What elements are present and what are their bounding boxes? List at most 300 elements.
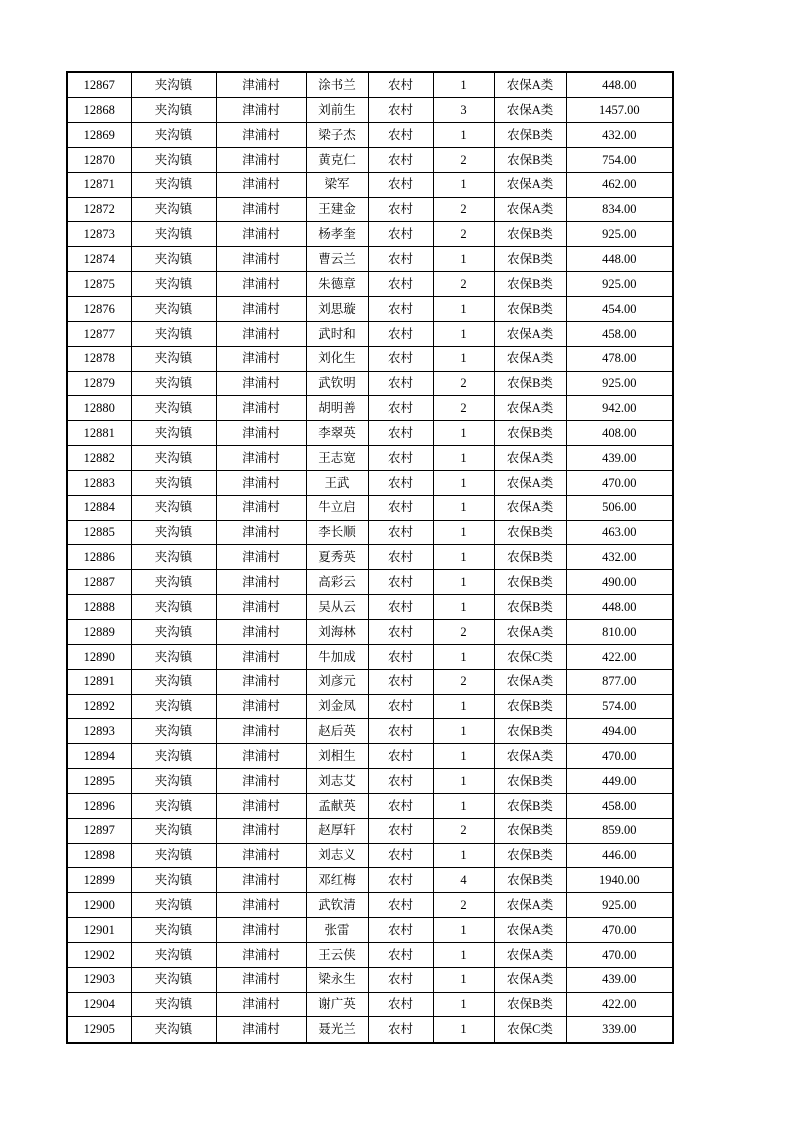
benefits-table — [66, 71, 674, 1044]
table-cell-insurance-class: 农保B类 — [494, 992, 566, 1017]
table-cell-amount: 432.00 — [566, 545, 673, 570]
table-cell-serial: 12900 — [67, 893, 131, 918]
table-cell-village: 津浦村 — [216, 272, 306, 297]
table-cell-village: 津浦村 — [216, 595, 306, 620]
table-cell-amount: 1457.00 — [566, 98, 673, 123]
table-cell-village: 津浦村 — [216, 321, 306, 346]
table-cell-count: 1 — [433, 744, 494, 769]
table-cell-residence: 农村 — [368, 545, 433, 570]
table-cell-person-name: 王建金 — [306, 197, 368, 222]
table-cell-person-name: 夏秀英 — [306, 545, 368, 570]
table-cell-village: 津浦村 — [216, 470, 306, 495]
table-cell-count: 1 — [433, 1017, 494, 1043]
table-cell-serial: 12897 — [67, 818, 131, 843]
table-row — [67, 396, 673, 421]
table-cell-town: 夹沟镇 — [131, 346, 216, 371]
table-row — [67, 694, 673, 719]
table-cell-residence: 农村 — [368, 893, 433, 918]
table-cell-count: 2 — [433, 818, 494, 843]
table-cell-person-name: 刘海林 — [306, 619, 368, 644]
table-cell-town: 夹沟镇 — [131, 421, 216, 446]
table-cell-insurance-class: 农保A类 — [494, 967, 566, 992]
table-cell-residence: 农村 — [368, 272, 433, 297]
table-cell-amount: 339.00 — [566, 1017, 673, 1043]
table-cell-residence: 农村 — [368, 247, 433, 272]
table-cell-residence: 农村 — [368, 147, 433, 172]
table-row — [67, 545, 673, 570]
table-cell-town: 夹沟镇 — [131, 893, 216, 918]
table-cell-town: 夹沟镇 — [131, 818, 216, 843]
table-cell-person-name: 刘志义 — [306, 843, 368, 868]
table-cell-serial: 12902 — [67, 942, 131, 967]
table-cell-village: 津浦村 — [216, 818, 306, 843]
table-cell-residence: 农村 — [368, 321, 433, 346]
table-cell-count: 1 — [433, 297, 494, 322]
table-cell-insurance-class: 农保B类 — [494, 520, 566, 545]
table-cell-amount: 422.00 — [566, 644, 673, 669]
table-cell-town: 夹沟镇 — [131, 1017, 216, 1043]
table-cell-town: 夹沟镇 — [131, 719, 216, 744]
table-row — [67, 172, 673, 197]
table-cell-person-name: 刘志艾 — [306, 769, 368, 794]
table-cell-residence: 农村 — [368, 1017, 433, 1043]
table-cell-insurance-class: 农保C类 — [494, 1017, 566, 1043]
table-cell-person-name: 赵厚轩 — [306, 818, 368, 843]
table-cell-person-name: 刘化生 — [306, 346, 368, 371]
table-cell-count: 1 — [433, 644, 494, 669]
table-cell-village: 津浦村 — [216, 72, 306, 98]
table-cell-serial: 12869 — [67, 123, 131, 148]
table-cell-serial: 12879 — [67, 371, 131, 396]
table-cell-person-name: 梁子杰 — [306, 123, 368, 148]
table-cell-serial: 12887 — [67, 570, 131, 595]
table-cell-town: 夹沟镇 — [131, 769, 216, 794]
table-cell-residence: 农村 — [368, 470, 433, 495]
table-cell-serial: 12878 — [67, 346, 131, 371]
table-row — [67, 669, 673, 694]
table-cell-village: 津浦村 — [216, 222, 306, 247]
table-cell-insurance-class: 农保B类 — [494, 222, 566, 247]
table-cell-insurance-class: 农保B类 — [494, 421, 566, 446]
table-cell-insurance-class: 农保A类 — [494, 744, 566, 769]
table-cell-serial: 12888 — [67, 595, 131, 620]
table-cell-village: 津浦村 — [216, 371, 306, 396]
table-cell-count: 1 — [433, 321, 494, 346]
table-cell-residence: 农村 — [368, 942, 433, 967]
table-cell-residence: 农村 — [368, 992, 433, 1017]
table-cell-amount: 478.00 — [566, 346, 673, 371]
table-cell-amount: 490.00 — [566, 570, 673, 595]
table-cell-village: 津浦村 — [216, 893, 306, 918]
table-cell-amount: 446.00 — [566, 843, 673, 868]
table-cell-insurance-class: 农保B类 — [494, 147, 566, 172]
table-cell-town: 夹沟镇 — [131, 992, 216, 1017]
table-cell-person-name: 牛加成 — [306, 644, 368, 669]
table-cell-serial: 12890 — [67, 644, 131, 669]
table-row — [67, 247, 673, 272]
table-cell-serial: 12881 — [67, 421, 131, 446]
table-cell-serial: 12895 — [67, 769, 131, 794]
table-cell-person-name: 刘前生 — [306, 98, 368, 123]
table-cell-count: 1 — [433, 694, 494, 719]
table-cell-serial: 12901 — [67, 918, 131, 943]
table-cell-town: 夹沟镇 — [131, 520, 216, 545]
table-cell-count: 1 — [433, 570, 494, 595]
table-cell-village: 津浦村 — [216, 570, 306, 595]
table-cell-insurance-class: 农保B类 — [494, 570, 566, 595]
table-cell-count: 2 — [433, 619, 494, 644]
table-cell-residence: 农村 — [368, 520, 433, 545]
table-cell-residence: 农村 — [368, 197, 433, 222]
table-cell-residence: 农村 — [368, 644, 433, 669]
table-cell-serial: 12891 — [67, 669, 131, 694]
table-cell-village: 津浦村 — [216, 644, 306, 669]
table-cell-count: 2 — [433, 396, 494, 421]
table-cell-village: 津浦村 — [216, 446, 306, 471]
table-row — [67, 321, 673, 346]
table-cell-insurance-class: 农保B类 — [494, 247, 566, 272]
table-cell-village: 津浦村 — [216, 1017, 306, 1043]
table-row — [67, 769, 673, 794]
table-row — [67, 470, 673, 495]
table-cell-village: 津浦村 — [216, 793, 306, 818]
table-cell-insurance-class: 农保B类 — [494, 123, 566, 148]
table-cell-amount: 925.00 — [566, 222, 673, 247]
table-row — [67, 570, 673, 595]
table-cell-insurance-class: 农保A类 — [494, 346, 566, 371]
table-cell-person-name: 谢广英 — [306, 992, 368, 1017]
table-cell-town: 夹沟镇 — [131, 918, 216, 943]
table-row — [67, 967, 673, 992]
table-cell-amount: 470.00 — [566, 744, 673, 769]
table-row — [67, 868, 673, 893]
table-cell-residence: 农村 — [368, 570, 433, 595]
table-cell-count: 1 — [433, 595, 494, 620]
table-cell-person-name: 李长顺 — [306, 520, 368, 545]
table-cell-residence: 农村 — [368, 719, 433, 744]
table-cell-count: 1 — [433, 918, 494, 943]
table-cell-amount: 432.00 — [566, 123, 673, 148]
table-cell-insurance-class: 农保A类 — [494, 197, 566, 222]
table-cell-count: 1 — [433, 495, 494, 520]
table-cell-residence: 农村 — [368, 222, 433, 247]
table-cell-village: 津浦村 — [216, 942, 306, 967]
table-cell-amount: 462.00 — [566, 172, 673, 197]
table-cell-amount: 877.00 — [566, 669, 673, 694]
table-cell-person-name: 王志宽 — [306, 446, 368, 471]
table-cell-town: 夹沟镇 — [131, 222, 216, 247]
table-cell-village: 津浦村 — [216, 147, 306, 172]
table-cell-village: 津浦村 — [216, 545, 306, 570]
table-row — [67, 818, 673, 843]
table-cell-person-name: 武钦清 — [306, 893, 368, 918]
table-cell-count: 1 — [433, 123, 494, 148]
table-cell-amount: 506.00 — [566, 495, 673, 520]
table-cell-count: 4 — [433, 868, 494, 893]
table-row — [67, 595, 673, 620]
table-cell-count: 1 — [433, 520, 494, 545]
table-cell-town: 夹沟镇 — [131, 793, 216, 818]
table-cell-town: 夹沟镇 — [131, 470, 216, 495]
table-cell-serial: 12892 — [67, 694, 131, 719]
table-cell-insurance-class: 农保A类 — [494, 321, 566, 346]
table-cell-insurance-class: 农保A类 — [494, 396, 566, 421]
table-cell-amount: 1940.00 — [566, 868, 673, 893]
table-cell-serial: 12867 — [67, 72, 131, 98]
table-cell-town: 夹沟镇 — [131, 72, 216, 98]
table-cell-residence: 农村 — [368, 346, 433, 371]
table-cell-insurance-class: 农保A类 — [494, 942, 566, 967]
table-cell-residence: 农村 — [368, 371, 433, 396]
table-cell-insurance-class: 农保A类 — [494, 72, 566, 98]
table-cell-serial: 12899 — [67, 868, 131, 893]
table-cell-residence: 农村 — [368, 297, 433, 322]
table-cell-person-name: 杨孝奎 — [306, 222, 368, 247]
table-cell-amount: 439.00 — [566, 967, 673, 992]
table-cell-town: 夹沟镇 — [131, 172, 216, 197]
table-cell-person-name: 朱德章 — [306, 272, 368, 297]
table-cell-town: 夹沟镇 — [131, 868, 216, 893]
table-cell-count: 2 — [433, 272, 494, 297]
table-cell-amount: 859.00 — [566, 818, 673, 843]
table-cell-town: 夹沟镇 — [131, 619, 216, 644]
table-cell-town: 夹沟镇 — [131, 495, 216, 520]
table-cell-amount: 458.00 — [566, 793, 673, 818]
table-cell-village: 津浦村 — [216, 520, 306, 545]
table-cell-amount: 439.00 — [566, 446, 673, 471]
table-row — [67, 619, 673, 644]
table-cell-amount: 574.00 — [566, 694, 673, 719]
table-row — [67, 942, 673, 967]
table-cell-village: 津浦村 — [216, 918, 306, 943]
table-cell-village: 津浦村 — [216, 694, 306, 719]
table-row — [67, 72, 673, 98]
table-cell-count: 1 — [433, 843, 494, 868]
table-cell-amount: 422.00 — [566, 992, 673, 1017]
table-cell-serial: 12886 — [67, 545, 131, 570]
table-row — [67, 123, 673, 148]
table-cell-town: 夹沟镇 — [131, 570, 216, 595]
table-cell-village: 津浦村 — [216, 744, 306, 769]
table-cell-serial: 12885 — [67, 520, 131, 545]
table-cell-person-name: 聂光兰 — [306, 1017, 368, 1043]
table-cell-village: 津浦村 — [216, 396, 306, 421]
table-cell-amount: 448.00 — [566, 247, 673, 272]
table-cell-serial: 12904 — [67, 992, 131, 1017]
table-cell-count: 1 — [433, 421, 494, 446]
table-cell-village: 津浦村 — [216, 992, 306, 1017]
table-row — [67, 222, 673, 247]
table-cell-insurance-class: 农保A类 — [494, 495, 566, 520]
table-cell-village: 津浦村 — [216, 495, 306, 520]
table-cell-person-name: 张雷 — [306, 918, 368, 943]
table-cell-serial: 12877 — [67, 321, 131, 346]
table-cell-insurance-class: 农保B类 — [494, 272, 566, 297]
table-cell-insurance-class: 农保A类 — [494, 893, 566, 918]
table-cell-count: 1 — [433, 247, 494, 272]
table-cell-village: 津浦村 — [216, 172, 306, 197]
table-row — [67, 793, 673, 818]
table-cell-town: 夹沟镇 — [131, 396, 216, 421]
table-cell-insurance-class: 农保A类 — [494, 446, 566, 471]
table-cell-village: 津浦村 — [216, 967, 306, 992]
table-cell-town: 夹沟镇 — [131, 123, 216, 148]
table-row — [67, 918, 673, 943]
table-cell-count: 1 — [433, 172, 494, 197]
table-cell-amount: 458.00 — [566, 321, 673, 346]
table-cell-residence: 农村 — [368, 98, 433, 123]
table-cell-village: 津浦村 — [216, 98, 306, 123]
table-cell-town: 夹沟镇 — [131, 942, 216, 967]
table-row — [67, 446, 673, 471]
table-row — [67, 644, 673, 669]
table-cell-town: 夹沟镇 — [131, 545, 216, 570]
table-cell-residence: 农村 — [368, 843, 433, 868]
table-cell-count: 1 — [433, 719, 494, 744]
table-body — [67, 72, 673, 1043]
table-cell-serial: 12889 — [67, 619, 131, 644]
table-cell-village: 津浦村 — [216, 247, 306, 272]
table-cell-town: 夹沟镇 — [131, 321, 216, 346]
table-cell-residence: 农村 — [368, 172, 433, 197]
table-row — [67, 421, 673, 446]
table-cell-person-name: 涂书兰 — [306, 72, 368, 98]
table-row — [67, 147, 673, 172]
table-cell-amount: 449.00 — [566, 769, 673, 794]
table-cell-serial: 12905 — [67, 1017, 131, 1043]
table-cell-residence: 农村 — [368, 967, 433, 992]
table-cell-insurance-class: 农保B类 — [494, 719, 566, 744]
table-row — [67, 346, 673, 371]
table-cell-amount: 454.00 — [566, 297, 673, 322]
table-cell-count: 2 — [433, 893, 494, 918]
table-cell-insurance-class: 农保A类 — [494, 669, 566, 694]
table-cell-count: 2 — [433, 669, 494, 694]
table-row — [67, 744, 673, 769]
table-cell-serial: 12875 — [67, 272, 131, 297]
table-cell-serial: 12893 — [67, 719, 131, 744]
table-cell-person-name: 王云侠 — [306, 942, 368, 967]
table-cell-serial: 12884 — [67, 495, 131, 520]
table-cell-count: 1 — [433, 346, 494, 371]
table-cell-count: 1 — [433, 545, 494, 570]
table-cell-town: 夹沟镇 — [131, 669, 216, 694]
table-cell-amount: 470.00 — [566, 470, 673, 495]
table-cell-count: 1 — [433, 769, 494, 794]
table-cell-serial: 12870 — [67, 147, 131, 172]
table-row — [67, 98, 673, 123]
table-cell-amount: 408.00 — [566, 421, 673, 446]
table-cell-count: 1 — [433, 470, 494, 495]
table-cell-count: 1 — [433, 446, 494, 471]
table-cell-person-name: 武钦明 — [306, 371, 368, 396]
table-cell-person-name: 梁永生 — [306, 967, 368, 992]
table-cell-residence: 农村 — [368, 495, 433, 520]
table-cell-town: 夹沟镇 — [131, 197, 216, 222]
table-cell-serial: 12896 — [67, 793, 131, 818]
table-cell-serial: 12874 — [67, 247, 131, 272]
table-cell-residence: 农村 — [368, 446, 433, 471]
table-cell-insurance-class: 农保A类 — [494, 918, 566, 943]
table-cell-amount: 448.00 — [566, 72, 673, 98]
table-cell-amount: 470.00 — [566, 918, 673, 943]
table-row — [67, 1017, 673, 1043]
table-cell-residence: 农村 — [368, 694, 433, 719]
table-cell-insurance-class: 农保B类 — [494, 793, 566, 818]
table-cell-insurance-class: 农保A类 — [494, 470, 566, 495]
table-cell-residence: 农村 — [368, 396, 433, 421]
table-cell-count: 1 — [433, 942, 494, 967]
table-cell-residence: 农村 — [368, 595, 433, 620]
table-cell-town: 夹沟镇 — [131, 147, 216, 172]
table-cell-town: 夹沟镇 — [131, 744, 216, 769]
table-cell-village: 津浦村 — [216, 868, 306, 893]
table-cell-town: 夹沟镇 — [131, 644, 216, 669]
table-cell-amount: 942.00 — [566, 396, 673, 421]
table-cell-residence: 农村 — [368, 669, 433, 694]
table-cell-residence: 农村 — [368, 918, 433, 943]
table-cell-insurance-class: 农保B类 — [494, 595, 566, 620]
table-cell-town: 夹沟镇 — [131, 272, 216, 297]
table-cell-amount: 925.00 — [566, 371, 673, 396]
table-cell-serial: 12880 — [67, 396, 131, 421]
table-cell-person-name: 梁军 — [306, 172, 368, 197]
table-cell-person-name: 高彩云 — [306, 570, 368, 595]
table-cell-amount: 754.00 — [566, 147, 673, 172]
table-row — [67, 495, 673, 520]
table-cell-amount: 810.00 — [566, 619, 673, 644]
table-row — [67, 992, 673, 1017]
table-cell-amount: 463.00 — [566, 520, 673, 545]
table-cell-village: 津浦村 — [216, 346, 306, 371]
table-cell-person-name: 刘思璇 — [306, 297, 368, 322]
table-cell-serial: 12876 — [67, 297, 131, 322]
table-cell-village: 津浦村 — [216, 297, 306, 322]
table-cell-village: 津浦村 — [216, 123, 306, 148]
table-cell-count: 3 — [433, 98, 494, 123]
table-cell-insurance-class: 农保A类 — [494, 98, 566, 123]
table-row — [67, 272, 673, 297]
table-cell-serial: 12903 — [67, 967, 131, 992]
table-cell-town: 夹沟镇 — [131, 98, 216, 123]
table-cell-amount: 925.00 — [566, 272, 673, 297]
table-cell-town: 夹沟镇 — [131, 297, 216, 322]
table-cell-village: 津浦村 — [216, 669, 306, 694]
table-cell-residence: 农村 — [368, 769, 433, 794]
table-cell-serial: 12868 — [67, 98, 131, 123]
table-cell-amount: 448.00 — [566, 595, 673, 620]
table-cell-person-name: 刘彦元 — [306, 669, 368, 694]
table-cell-residence: 农村 — [368, 421, 433, 446]
table-row — [67, 520, 673, 545]
table-cell-insurance-class: 农保B类 — [494, 371, 566, 396]
table-cell-person-name: 胡明善 — [306, 396, 368, 421]
table-cell-insurance-class: 农保B类 — [494, 843, 566, 868]
table-row — [67, 893, 673, 918]
table-cell-serial: 12871 — [67, 172, 131, 197]
table-cell-count: 1 — [433, 992, 494, 1017]
table-cell-town: 夹沟镇 — [131, 595, 216, 620]
table-cell-village: 津浦村 — [216, 421, 306, 446]
table-cell-count: 1 — [433, 72, 494, 98]
table-cell-count: 1 — [433, 793, 494, 818]
table-cell-serial: 12872 — [67, 197, 131, 222]
table-cell-village: 津浦村 — [216, 197, 306, 222]
table-cell-village: 津浦村 — [216, 843, 306, 868]
table-cell-count: 2 — [433, 222, 494, 247]
table-cell-person-name: 黄克仁 — [306, 147, 368, 172]
table-row — [67, 719, 673, 744]
